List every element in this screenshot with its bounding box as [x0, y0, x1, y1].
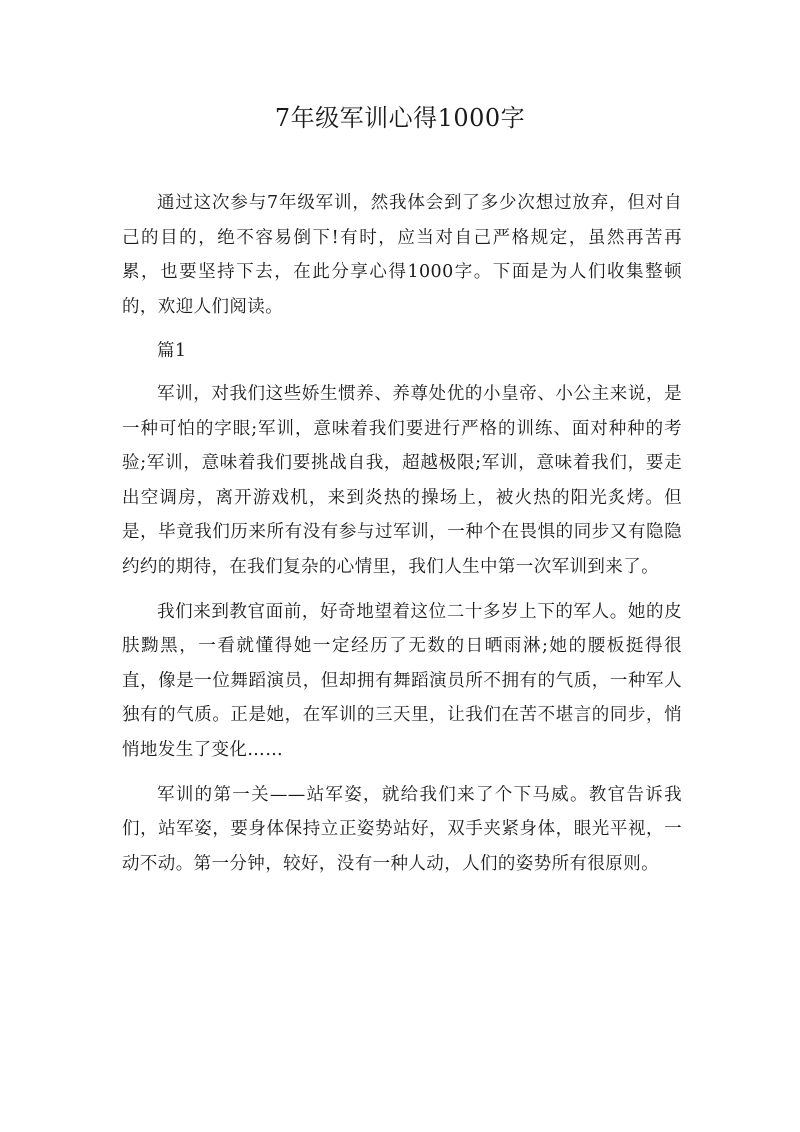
- body-paragraph: 军训的第一关——站军姿，就给我们来了个下马威。教官告诉我们，站军姿，要身体保持立正姿势站好，双手夹紧身体，眼光平视，一动不动。第一分钟，较好，没有一种人动，人们的姿势所有很原则。: [122, 784, 682, 874]
- body-paragraph: 军训，对我们这些娇生惯养、养尊处优的小皇帝、小公主来说，是一种可怕的字眼;军训，意味着我们要进行严格的训练、面对种种的考验;军训，意味着我们要挑战自我，超越极限;军训，意味着我们，要走出空调房，离开游戏机，来到炎热的操场上，被火热的阳光炙烤。但是，毕竟我们历来所有没有参与过军训，一种个在畏惧的同步又有隐隐约约的期待，在我们复杂的心情里，我们人生中第一次军训到来了。: [122, 383, 682, 577]
- document-body: [122, 186, 682, 891]
- body-paragraph: 我们来到教官面前，好奇地望着这位二十多岁上下的军人。她的皮肤黝黑，一看就懂得她一定经历了无数的日晒雨淋;她的腰板挺得很直，像是一位舞蹈演员，但却拥有舞蹈演员所不拥有的气质，一种军人独有的气质。正是她，在军训的三天里，让我们在苦不堪言的同步，悄悄地发生了变化……: [122, 601, 682, 760]
- intro-paragraph: 通过这次参与7年级军训，然我体会到了多少次想过放弃，但对自己的目的，绝不容易倒下!有时，应当对自己严格规定，虽然再苦再累，也要坚持下去，在此分享心得1000字。下面是为人们收集整顿的，欢迎人们阅读。: [122, 193, 682, 317]
- section-heading: 篇1: [157, 341, 187, 362]
- document-title: 7年级军训心得1000字: [274, 104, 526, 132]
